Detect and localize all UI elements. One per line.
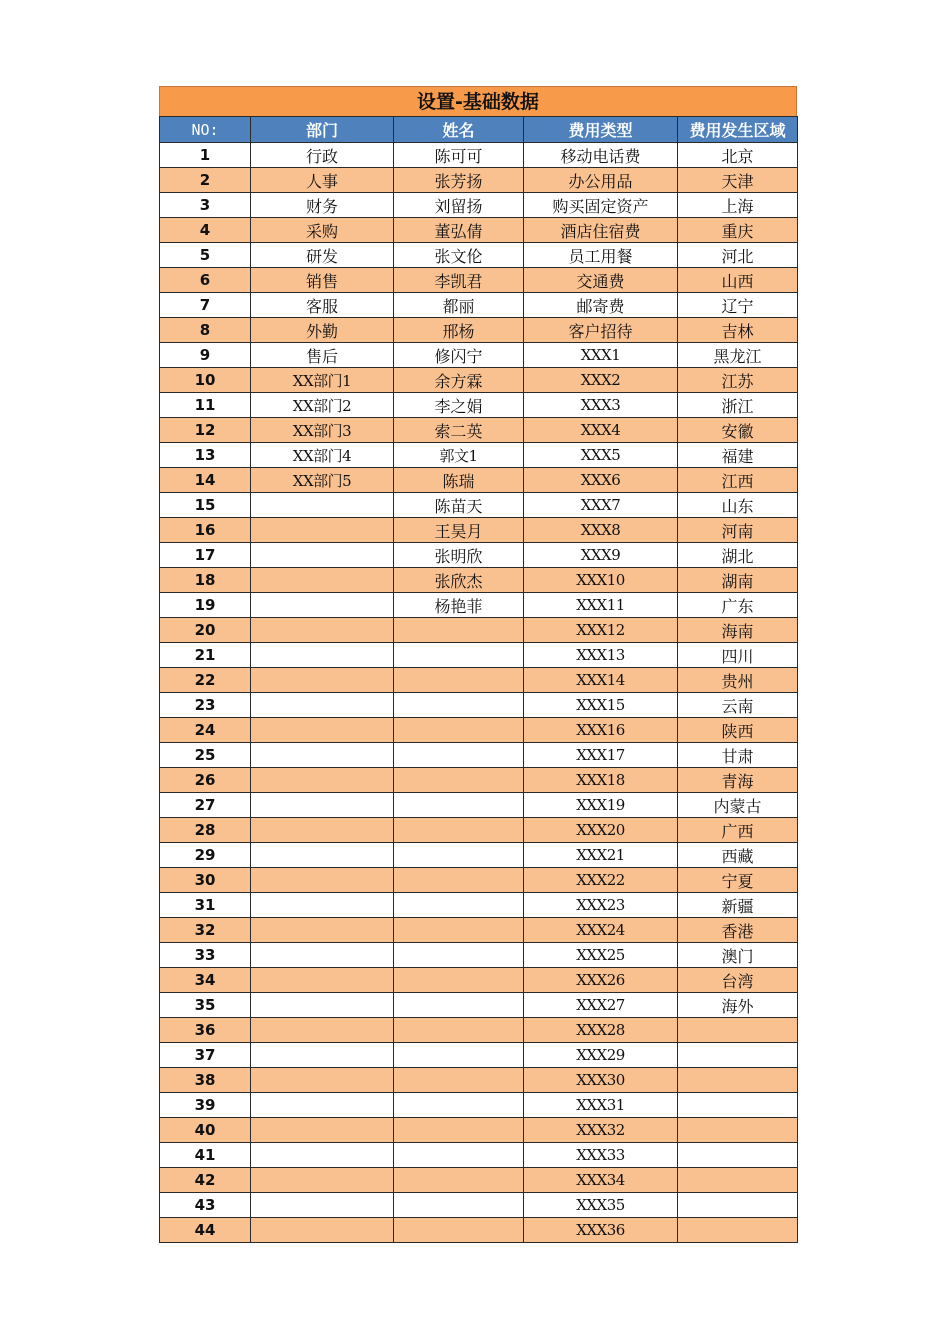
cell-department[interactable]: 行政 — [251, 143, 394, 168]
cell-expense-type[interactable]: XXX35 — [524, 1193, 678, 1218]
cell-expense-region[interactable]: 台湾 — [678, 968, 798, 993]
cell-name[interactable] — [394, 968, 524, 993]
cell-department[interactable]: 外勤 — [251, 318, 394, 343]
cell-no[interactable]: 29 — [160, 843, 251, 868]
table-row — [160, 793, 798, 818]
cell-expense-type[interactable]: XXX36 — [524, 1218, 678, 1243]
cell-expense-region[interactable]: 河北 — [678, 243, 798, 268]
cell-expense-region[interactable] — [678, 1193, 798, 1218]
cell-expense-region[interactable]: 湖南 — [678, 568, 798, 593]
cell-name[interactable] — [394, 818, 524, 843]
table-row — [160, 643, 798, 668]
cell-expense-region[interactable]: 四川 — [678, 643, 798, 668]
cell-expense-region[interactable]: 海南 — [678, 618, 798, 643]
cell-expense-region[interactable] — [678, 1043, 798, 1068]
cell-no[interactable]: 25 — [160, 743, 251, 768]
cell-name[interactable]: 陈可可 — [394, 143, 524, 168]
cell-no[interactable]: 32 — [160, 918, 251, 943]
cell-no[interactable]: 26 — [160, 768, 251, 793]
cell-expense-type[interactable]: XXX10 — [524, 568, 678, 593]
cell-expense-region[interactable]: 山西 — [678, 268, 798, 293]
cell-department[interactable] — [251, 843, 394, 868]
cell-department[interactable] — [251, 893, 394, 918]
cell-expense-region[interactable]: 安徽 — [678, 418, 798, 443]
cell-expense-region[interactable]: 广东 — [678, 593, 798, 618]
cell-department[interactable]: 客服 — [251, 293, 394, 318]
cell-expense-region[interactable] — [678, 1168, 798, 1193]
cell-no[interactable]: 31 — [160, 893, 251, 918]
cell-no[interactable]: 28 — [160, 818, 251, 843]
table-row — [160, 468, 798, 493]
cell-no[interactable]: 12 — [160, 418, 251, 443]
cell-department[interactable] — [251, 1093, 394, 1118]
table-row — [160, 1193, 798, 1218]
cell-expense-type[interactable]: XXX2 — [524, 368, 678, 393]
cell-no[interactable]: 24 — [160, 718, 251, 743]
cell-expense-type[interactable]: XXX3 — [524, 393, 678, 418]
cell-expense-type[interactable]: 购买固定资产 — [524, 193, 678, 218]
cell-department[interactable] — [251, 1193, 394, 1218]
cell-no[interactable]: 37 — [160, 1043, 251, 1068]
cell-expense-region[interactable]: 黑龙江 — [678, 343, 798, 368]
cell-expense-region[interactable] — [678, 1093, 798, 1118]
cell-name[interactable]: 刘留扬 — [394, 193, 524, 218]
cell-department[interactable] — [251, 993, 394, 1018]
cell-expense-region[interactable]: 澳门 — [678, 943, 798, 968]
cell-no[interactable]: 5 — [160, 243, 251, 268]
table-row — [160, 868, 798, 893]
table-row — [160, 443, 798, 468]
table-row — [160, 693, 798, 718]
cell-department[interactable] — [251, 1143, 394, 1168]
cell-expense-type[interactable]: XXX31 — [524, 1093, 678, 1118]
table-row — [160, 1168, 798, 1193]
cell-department[interactable]: XX部门2 — [251, 393, 394, 418]
cell-expense-type[interactable]: XXX26 — [524, 968, 678, 993]
cell-name[interactable]: 陈苗天 — [394, 493, 524, 518]
cell-expense-region[interactable]: 海外 — [678, 993, 798, 1018]
cell-expense-region[interactable]: 吉林 — [678, 318, 798, 343]
header-expense-type[interactable]: 费用类型 — [524, 117, 678, 143]
cell-name[interactable] — [394, 943, 524, 968]
table-row — [160, 1043, 798, 1068]
cell-department[interactable] — [251, 968, 394, 993]
cell-no[interactable]: 2 — [160, 168, 251, 193]
cell-expense-type[interactable]: 办公用品 — [524, 168, 678, 193]
cell-expense-type[interactable]: XXX28 — [524, 1018, 678, 1043]
cell-expense-region[interactable]: 云南 — [678, 693, 798, 718]
cell-expense-region[interactable]: 天津 — [678, 168, 798, 193]
cell-expense-type[interactable]: XXX11 — [524, 593, 678, 618]
cell-department[interactable] — [251, 1018, 394, 1043]
cell-expense-region[interactable]: 甘肃 — [678, 743, 798, 768]
header-row — [160, 117, 798, 143]
data-sheet — [159, 86, 797, 1243]
cell-expense-region[interactable]: 上海 — [678, 193, 798, 218]
cell-expense-region[interactable] — [678, 1218, 798, 1243]
cell-name[interactable] — [394, 1043, 524, 1068]
base-data-table — [159, 116, 798, 1243]
cell-department[interactable] — [251, 518, 394, 543]
cell-no[interactable]: 14 — [160, 468, 251, 493]
cell-no[interactable]: 7 — [160, 293, 251, 318]
cell-name[interactable]: 董弘倩 — [394, 218, 524, 243]
cell-expense-type[interactable]: XXX22 — [524, 868, 678, 893]
table-row — [160, 193, 798, 218]
cell-department[interactable] — [251, 693, 394, 718]
cell-no[interactable]: 22 — [160, 668, 251, 693]
table-row — [160, 168, 798, 193]
cell-no[interactable]: 8 — [160, 318, 251, 343]
cell-expense-type[interactable]: 员工用餐 — [524, 243, 678, 268]
table-row — [160, 818, 798, 843]
table-row — [160, 343, 798, 368]
cell-department[interactable] — [251, 793, 394, 818]
table-row — [160, 768, 798, 793]
cell-no[interactable]: 38 — [160, 1068, 251, 1093]
cell-department[interactable]: XX部门3 — [251, 418, 394, 443]
cell-expense-region[interactable]: 北京 — [678, 143, 798, 168]
cell-expense-type[interactable]: XXX15 — [524, 693, 678, 718]
cell-expense-type[interactable]: XXX27 — [524, 993, 678, 1018]
cell-name[interactable] — [394, 1018, 524, 1043]
cell-expense-type[interactable]: 酒店住宿费 — [524, 218, 678, 243]
cell-expense-type[interactable]: XXX1 — [524, 343, 678, 368]
cell-expense-region[interactable] — [678, 1143, 798, 1168]
cell-expense-region[interactable]: 河南 — [678, 518, 798, 543]
header-department[interactable]: 部门 — [251, 117, 394, 143]
cell-name[interactable] — [394, 1218, 524, 1243]
cell-expense-type[interactable]: XXX24 — [524, 918, 678, 943]
cell-expense-region[interactable]: 贵州 — [678, 668, 798, 693]
cell-name[interactable] — [394, 1143, 524, 1168]
table-row — [160, 1218, 798, 1243]
cell-department[interactable] — [251, 668, 394, 693]
cell-no[interactable]: 17 — [160, 543, 251, 568]
cell-no[interactable]: 27 — [160, 793, 251, 818]
cell-department[interactable] — [251, 943, 394, 968]
cell-name[interactable] — [394, 668, 524, 693]
table-row — [160, 543, 798, 568]
cell-department[interactable] — [251, 618, 394, 643]
table-row — [160, 943, 798, 968]
cell-name[interactable] — [394, 1193, 524, 1218]
table-row — [160, 493, 798, 518]
cell-expense-region[interactable]: 江西 — [678, 468, 798, 493]
cell-department[interactable]: 财务 — [251, 193, 394, 218]
cell-name[interactable]: 张明欣 — [394, 543, 524, 568]
cell-expense-region[interactable]: 西藏 — [678, 843, 798, 868]
sheet-title: 设置-基础数据 — [159, 86, 797, 116]
table-row — [160, 718, 798, 743]
cell-no[interactable]: 21 — [160, 643, 251, 668]
cell-name[interactable]: 郭文1 — [394, 443, 524, 468]
cell-name[interactable] — [394, 1118, 524, 1143]
cell-department[interactable] — [251, 643, 394, 668]
cell-expense-type[interactable]: XXX5 — [524, 443, 678, 468]
cell-no[interactable]: 9 — [160, 343, 251, 368]
cell-no[interactable]: 44 — [160, 1218, 251, 1243]
cell-name[interactable] — [394, 693, 524, 718]
table-row — [160, 268, 798, 293]
cell-department[interactable] — [251, 1043, 394, 1068]
cell-name[interactable]: 余方霖 — [394, 368, 524, 393]
cell-department[interactable] — [251, 818, 394, 843]
table-row — [160, 568, 798, 593]
cell-expense-type[interactable]: XXX17 — [524, 743, 678, 768]
cell-department[interactable] — [251, 1168, 394, 1193]
cell-department[interactable] — [251, 743, 394, 768]
cell-expense-region[interactable]: 湖北 — [678, 543, 798, 568]
table-row — [160, 143, 798, 168]
cell-expense-region[interactable]: 新疆 — [678, 893, 798, 918]
cell-department[interactable] — [251, 868, 394, 893]
header-expense-region[interactable]: 费用发生区域 — [678, 117, 798, 143]
cell-no[interactable]: 15 — [160, 493, 251, 518]
cell-department[interactable]: 人事 — [251, 168, 394, 193]
table-row — [160, 993, 798, 1018]
cell-department[interactable]: 销售 — [251, 268, 394, 293]
table-row — [160, 218, 798, 243]
cell-expense-type[interactable]: XXX8 — [524, 518, 678, 543]
cell-name[interactable]: 王昊月 — [394, 518, 524, 543]
cell-no[interactable]: 36 — [160, 1018, 251, 1043]
cell-name[interactable] — [394, 993, 524, 1018]
cell-no[interactable]: 43 — [160, 1193, 251, 1218]
cell-department[interactable] — [251, 568, 394, 593]
cell-expense-region[interactable]: 陕西 — [678, 718, 798, 743]
cell-name[interactable]: 张欣杰 — [394, 568, 524, 593]
cell-department[interactable] — [251, 493, 394, 518]
cell-no[interactable]: 34 — [160, 968, 251, 993]
table-row — [160, 393, 798, 418]
header-no[interactable]: NO: — [160, 117, 251, 143]
table-row — [160, 1068, 798, 1093]
cell-expense-region[interactable]: 辽宁 — [678, 293, 798, 318]
cell-name[interactable]: 李凯君 — [394, 268, 524, 293]
cell-name[interactable]: 陈瑞 — [394, 468, 524, 493]
cell-name[interactable]: 李之娟 — [394, 393, 524, 418]
table-row — [160, 243, 798, 268]
cell-no[interactable]: 1 — [160, 143, 251, 168]
cell-expense-region[interactable]: 内蒙古 — [678, 793, 798, 818]
cell-no[interactable]: 20 — [160, 618, 251, 643]
cell-department[interactable] — [251, 543, 394, 568]
cell-name[interactable]: 索二英 — [394, 418, 524, 443]
cell-expense-type[interactable]: XXX13 — [524, 643, 678, 668]
cell-no[interactable]: 18 — [160, 568, 251, 593]
cell-department[interactable] — [251, 918, 394, 943]
cell-expense-type[interactable]: XXX30 — [524, 1068, 678, 1093]
cell-department[interactable]: 采购 — [251, 218, 394, 243]
cell-no[interactable]: 19 — [160, 593, 251, 618]
cell-expense-region[interactable] — [678, 1068, 798, 1093]
cell-department[interactable]: 研发 — [251, 243, 394, 268]
cell-name[interactable] — [394, 918, 524, 943]
cell-department[interactable] — [251, 1218, 394, 1243]
cell-no[interactable]: 42 — [160, 1168, 251, 1193]
cell-name[interactable] — [394, 868, 524, 893]
cell-name[interactable]: 杨艳菲 — [394, 593, 524, 618]
cell-name[interactable]: 邢杨 — [394, 318, 524, 343]
cell-department[interactable] — [251, 593, 394, 618]
table-row — [160, 518, 798, 543]
cell-name[interactable] — [394, 743, 524, 768]
cell-expense-type[interactable]: XXX34 — [524, 1168, 678, 1193]
cell-expense-type[interactable]: XXX7 — [524, 493, 678, 518]
table-row — [160, 668, 798, 693]
cell-no[interactable]: 39 — [160, 1093, 251, 1118]
cell-department[interactable]: XX部门1 — [251, 368, 394, 393]
table-row — [160, 418, 798, 443]
cell-name[interactable] — [394, 893, 524, 918]
cell-expense-type[interactable]: XXX25 — [524, 943, 678, 968]
cell-expense-region[interactable]: 江苏 — [678, 368, 798, 393]
cell-department[interactable] — [251, 768, 394, 793]
cell-department[interactable]: XX部门4 — [251, 443, 394, 468]
cell-no[interactable]: 35 — [160, 993, 251, 1018]
cell-no[interactable]: 41 — [160, 1143, 251, 1168]
cell-no[interactable]: 13 — [160, 443, 251, 468]
cell-expense-type[interactable]: XXX14 — [524, 668, 678, 693]
cell-no[interactable]: 40 — [160, 1118, 251, 1143]
cell-expense-type[interactable]: XXX9 — [524, 543, 678, 568]
cell-department[interactable] — [251, 1068, 394, 1093]
cell-expense-type[interactable]: 客户招待 — [524, 318, 678, 343]
cell-name[interactable]: 张文伦 — [394, 243, 524, 268]
cell-name[interactable] — [394, 718, 524, 743]
cell-expense-region[interactable]: 香港 — [678, 918, 798, 943]
cell-name[interactable] — [394, 1068, 524, 1093]
table-row — [160, 893, 798, 918]
cell-expense-type[interactable]: 邮寄费 — [524, 293, 678, 318]
cell-no[interactable]: 3 — [160, 193, 251, 218]
cell-name[interactable] — [394, 1168, 524, 1193]
cell-expense-type[interactable]: XXX16 — [524, 718, 678, 743]
cell-expense-region[interactable] — [678, 1118, 798, 1143]
cell-expense-type[interactable]: XXX19 — [524, 793, 678, 818]
cell-name[interactable] — [394, 643, 524, 668]
cell-expense-type[interactable]: XXX21 — [524, 843, 678, 868]
cell-name[interactable] — [394, 793, 524, 818]
cell-no[interactable]: 10 — [160, 368, 251, 393]
cell-name[interactable] — [394, 1093, 524, 1118]
cell-expense-region[interactable]: 浙江 — [678, 393, 798, 418]
table-row — [160, 1093, 798, 1118]
table-row — [160, 843, 798, 868]
cell-expense-region[interactable]: 青海 — [678, 768, 798, 793]
cell-no[interactable]: 11 — [160, 393, 251, 418]
cell-expense-type[interactable]: XXX20 — [524, 818, 678, 843]
cell-department[interactable]: XX部门5 — [251, 468, 394, 493]
cell-expense-type[interactable]: XXX33 — [524, 1143, 678, 1168]
cell-department[interactable]: 售后 — [251, 343, 394, 368]
table-row — [160, 318, 798, 343]
cell-expense-region[interactable]: 宁夏 — [678, 868, 798, 893]
cell-name[interactable] — [394, 768, 524, 793]
table-row — [160, 1118, 798, 1143]
cell-no[interactable]: 30 — [160, 868, 251, 893]
cell-expense-type[interactable]: XXX18 — [524, 768, 678, 793]
cell-expense-type[interactable]: XXX4 — [524, 418, 678, 443]
cell-expense-type[interactable]: XXX29 — [524, 1043, 678, 1068]
table-row — [160, 968, 798, 993]
cell-expense-region[interactable]: 山东 — [678, 493, 798, 518]
cell-expense-type[interactable]: 交通费 — [524, 268, 678, 293]
cell-department[interactable] — [251, 718, 394, 743]
table-row — [160, 1143, 798, 1168]
cell-department[interactable] — [251, 1118, 394, 1143]
cell-name[interactable]: 都丽 — [394, 293, 524, 318]
cell-name[interactable] — [394, 618, 524, 643]
cell-no[interactable]: 16 — [160, 518, 251, 543]
table-row — [160, 593, 798, 618]
table-row — [160, 618, 798, 643]
cell-no[interactable]: 23 — [160, 693, 251, 718]
table-row — [160, 918, 798, 943]
cell-no[interactable]: 4 — [160, 218, 251, 243]
cell-expense-region[interactable] — [678, 1018, 798, 1043]
cell-expense-type[interactable]: XXX6 — [524, 468, 678, 493]
cell-expense-region[interactable]: 广西 — [678, 818, 798, 843]
table-row — [160, 368, 798, 393]
table-row — [160, 743, 798, 768]
cell-name[interactable] — [394, 843, 524, 868]
cell-name[interactable]: 修闪宁 — [394, 343, 524, 368]
cell-name[interactable]: 张芳扬 — [394, 168, 524, 193]
cell-expense-region[interactable]: 福建 — [678, 443, 798, 468]
cell-no[interactable]: 33 — [160, 943, 251, 968]
cell-no[interactable]: 6 — [160, 268, 251, 293]
cell-expense-type[interactable]: XXX12 — [524, 618, 678, 643]
header-name[interactable]: 姓名 — [394, 117, 524, 143]
cell-expense-type[interactable]: 移动电话费 — [524, 143, 678, 168]
cell-expense-type[interactable]: XXX32 — [524, 1118, 678, 1143]
cell-expense-region[interactable]: 重庆 — [678, 218, 798, 243]
table-row — [160, 293, 798, 318]
cell-expense-type[interactable]: XXX23 — [524, 893, 678, 918]
table-row — [160, 1018, 798, 1043]
